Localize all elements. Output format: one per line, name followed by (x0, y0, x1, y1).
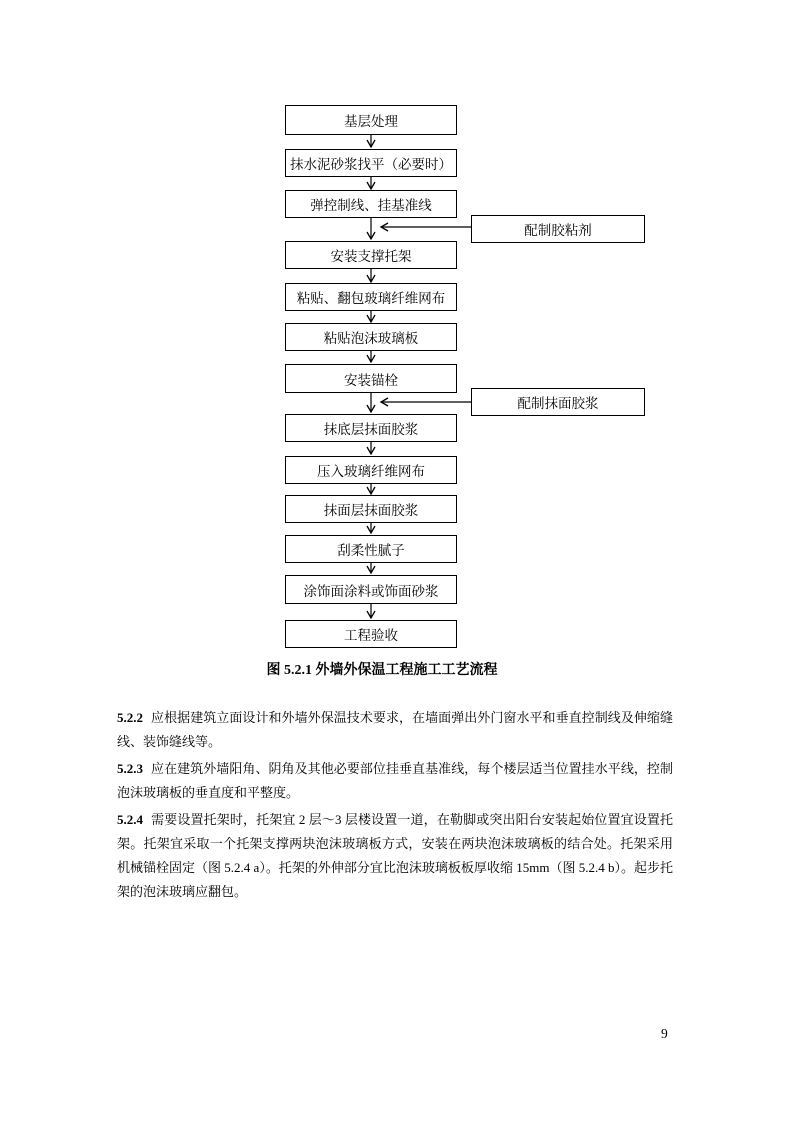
flow-step-flexible-putty: 刮柔性腻子 (285, 535, 457, 563)
flow-step-press-mesh: 压入玻璃纤维网布 (285, 456, 457, 484)
flow-step-install-anchors: 安装锚栓 (285, 364, 457, 393)
flow-step-acceptance: 工程验收 (285, 620, 457, 648)
flow-step-paste-mesh: 粘贴、翻包玻璃纤维网布 (285, 283, 457, 311)
section-paragraph-5-2-3 (117, 757, 673, 805)
section-text: 需要设置托架时，托架宜 2 层～3 层楼设置一道，在勒脚或突出阳台安装起始位置宜设置托架。托架宜采取一个托架支撑两块泡沫玻璃板方式，安装在两块泡沫玻璃板的结合处。托架采用机械锚栓固定（图 5.2.4 a）。托架的外伸部分宜比泡沫玻璃板板厚收缩 15mm（图 5.2.4 b）。起步托架的泡沫玻璃应翻包。 (117, 811, 673, 900)
section-number: 5.2.4 (117, 811, 143, 827)
figure-caption: 图 5.2.1 外墙外保温工程施工工艺流程 (266, 663, 498, 678)
section-paragraph-5-2-4 (117, 808, 673, 905)
flow-step-finish-paint: 涂饰面涂料或饰面砂浆 (285, 575, 457, 604)
flow-step-mortar-leveling: 抹水泥砂浆找平（必要时） (285, 149, 457, 177)
section-text: 应在建筑外墙阳角、阴角及其他必要部位挂垂直基准线，每个楼层适当位置挂水平线，控制泡沫玻璃板的垂直度和平整度。 (117, 760, 673, 801)
section-text: 应根据建筑立面设计和外墙外保温技术要求，在墙面弹出外门窗水平和垂直控制线及伸缩缝线、装饰缝线等。 (117, 710, 673, 750)
flow-step-base-coat: 抹底层抹面胶浆 (285, 414, 457, 442)
side-box-prepare-plaster: 配制抹面胶浆 (471, 388, 645, 416)
flow-step-install-brackets: 安装支撑托架 (285, 241, 457, 269)
section-paragraph-5-2-2 (117, 706, 673, 754)
section-number: 5.2.2 (117, 710, 143, 725)
flow-step-base-treatment: 基层处理 (285, 105, 457, 135)
flow-step-paste-foam-glass: 粘贴泡沫玻璃板 (285, 323, 457, 351)
body-text (117, 706, 673, 907)
page-number: 9 (661, 1026, 668, 1041)
section-number: 5.2.3 (117, 760, 143, 776)
side-box-prepare-adhesive: 配制胶粘剂 (471, 215, 645, 243)
flow-step-finish-coat: 抹面层抹面胶浆 (285, 495, 457, 523)
flow-step-control-lines: 弹控制线、挂基准线 (285, 190, 457, 218)
